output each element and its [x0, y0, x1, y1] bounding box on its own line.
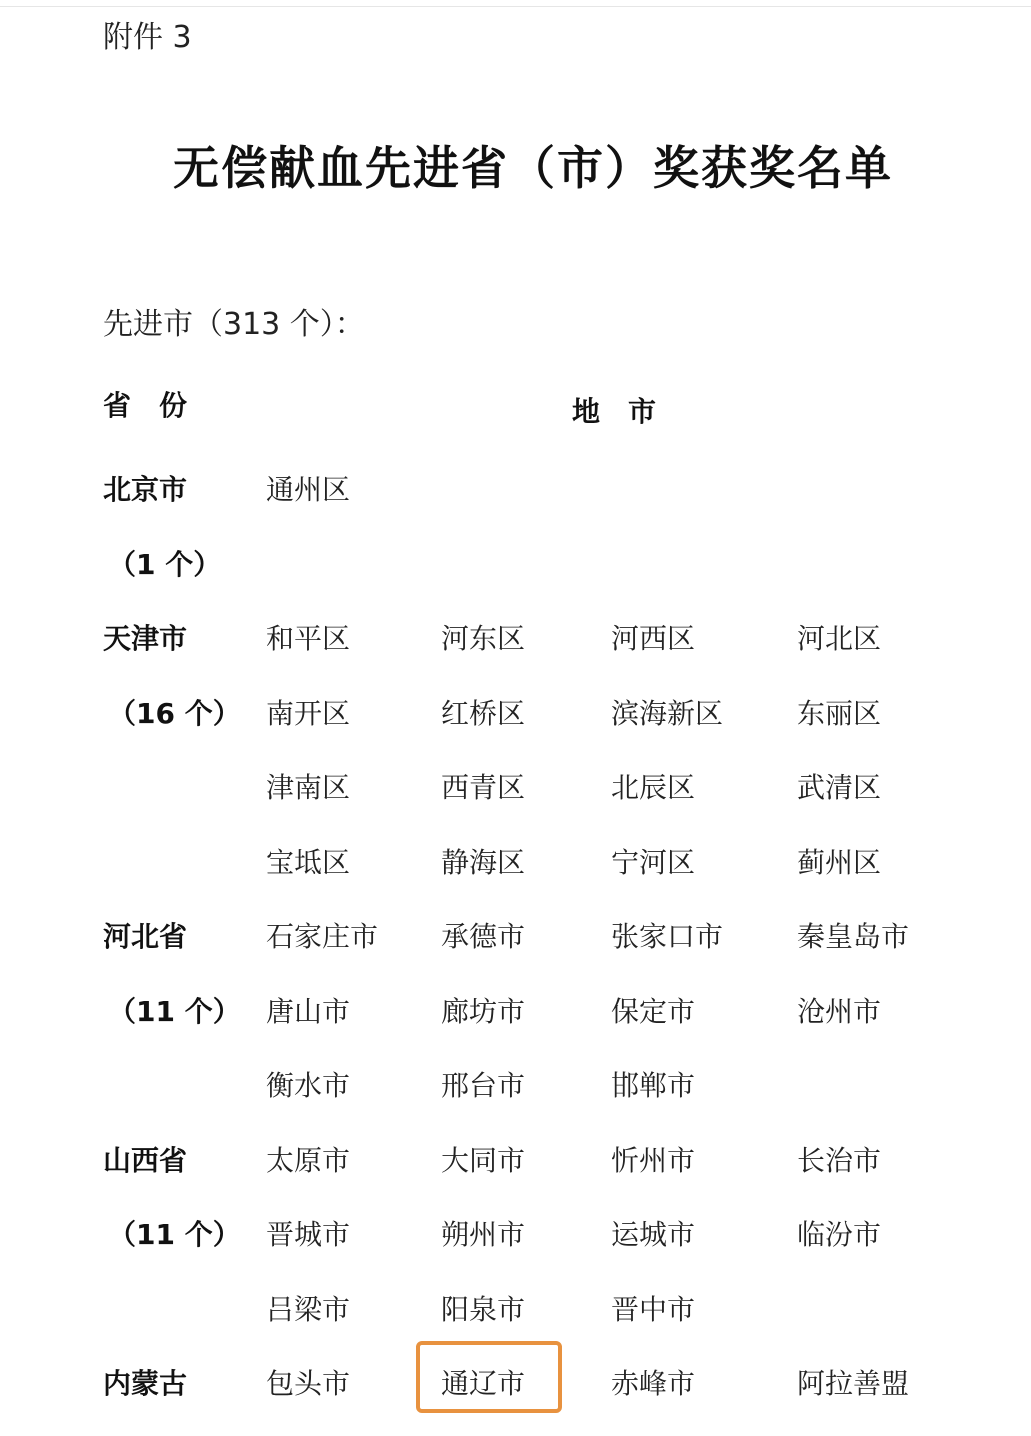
city-name: 长治市: [797, 1144, 882, 1177]
province-label: 内蒙古: [103, 1367, 188, 1400]
city-name: 津南区: [266, 771, 351, 804]
city-name: 阳泉市: [441, 1293, 526, 1326]
highlight-box: [416, 1341, 562, 1413]
city-name: 河北区: [797, 622, 882, 655]
city-name: 河东区: [441, 622, 526, 655]
city-name: 南开区: [266, 697, 351, 730]
city-name: 吕梁市: [266, 1293, 351, 1326]
city-name: 邯郸市: [611, 1069, 696, 1102]
province-count: （1 个）: [108, 548, 222, 581]
city-name: 保定市: [611, 995, 696, 1028]
city-name: 朔州市: [441, 1218, 526, 1251]
province-header-char-1: 省: [103, 389, 132, 422]
city-name: 晋中市: [611, 1293, 696, 1326]
city-name: 张家口市: [611, 920, 724, 953]
city-name: 宝坻区: [266, 846, 351, 879]
top-divider: [0, 6, 1031, 7]
city-name: 静海区: [441, 846, 526, 879]
province-label: 北京市: [103, 473, 188, 506]
city-header-char-2: 市: [628, 395, 657, 428]
city-name: 邢台市: [441, 1069, 526, 1102]
province-label: 河北省: [103, 920, 188, 953]
city-name-highlighted: 通辽市: [441, 1367, 526, 1400]
city-name: 赤峰市: [611, 1367, 696, 1400]
city-name: 武清区: [797, 771, 882, 804]
city-name: 忻州市: [611, 1144, 696, 1177]
city-name: 衡水市: [266, 1069, 351, 1102]
province-label: 山西省: [103, 1144, 188, 1177]
province-header-char-2: 份: [159, 389, 188, 422]
city-name: 沧州市: [797, 995, 882, 1028]
city-name: 和平区: [266, 622, 351, 655]
city-name: 蓟州区: [797, 846, 882, 879]
city-name: 红桥区: [441, 697, 526, 730]
city-name: 临汾市: [797, 1218, 882, 1251]
city-header-char-1: 地: [572, 395, 601, 428]
city-name: 通州区: [266, 473, 351, 506]
city-name: 太原市: [266, 1144, 351, 1177]
city-name: 承德市: [441, 920, 526, 953]
city-name: 唐山市: [266, 995, 351, 1028]
city-name: 宁河区: [611, 846, 696, 879]
city-name: 河西区: [611, 622, 696, 655]
city-name: 晋城市: [266, 1218, 351, 1251]
city-name: 包头市: [266, 1367, 351, 1400]
city-name: 大同市: [441, 1144, 526, 1177]
document-title: 无偿献血先进省（市）奖获奖名单: [173, 141, 893, 195]
city-name: 阿拉善盟: [797, 1367, 910, 1400]
province-count: （11 个）: [108, 1218, 241, 1251]
city-name: 运城市: [611, 1218, 696, 1251]
province-label: 天津市: [103, 622, 188, 655]
city-name: 西青区: [441, 771, 526, 804]
city-name: 滨海新区: [611, 697, 724, 730]
city-name: 东丽区: [797, 697, 882, 730]
section-subtitle: 先进市（313 个）：: [103, 307, 365, 342]
province-count: （11 个）: [108, 995, 241, 1028]
attachment-label: 附件 3: [103, 20, 192, 55]
city-name: 秦皇岛市: [797, 920, 910, 953]
city-name: 廊坊市: [441, 995, 526, 1028]
province-column-header: [103, 386, 187, 426]
city-name: 北辰区: [611, 771, 696, 804]
city-name: 石家庄市: [266, 920, 379, 953]
province-count: （16 个）: [108, 697, 241, 730]
city-column-header: [572, 392, 656, 432]
